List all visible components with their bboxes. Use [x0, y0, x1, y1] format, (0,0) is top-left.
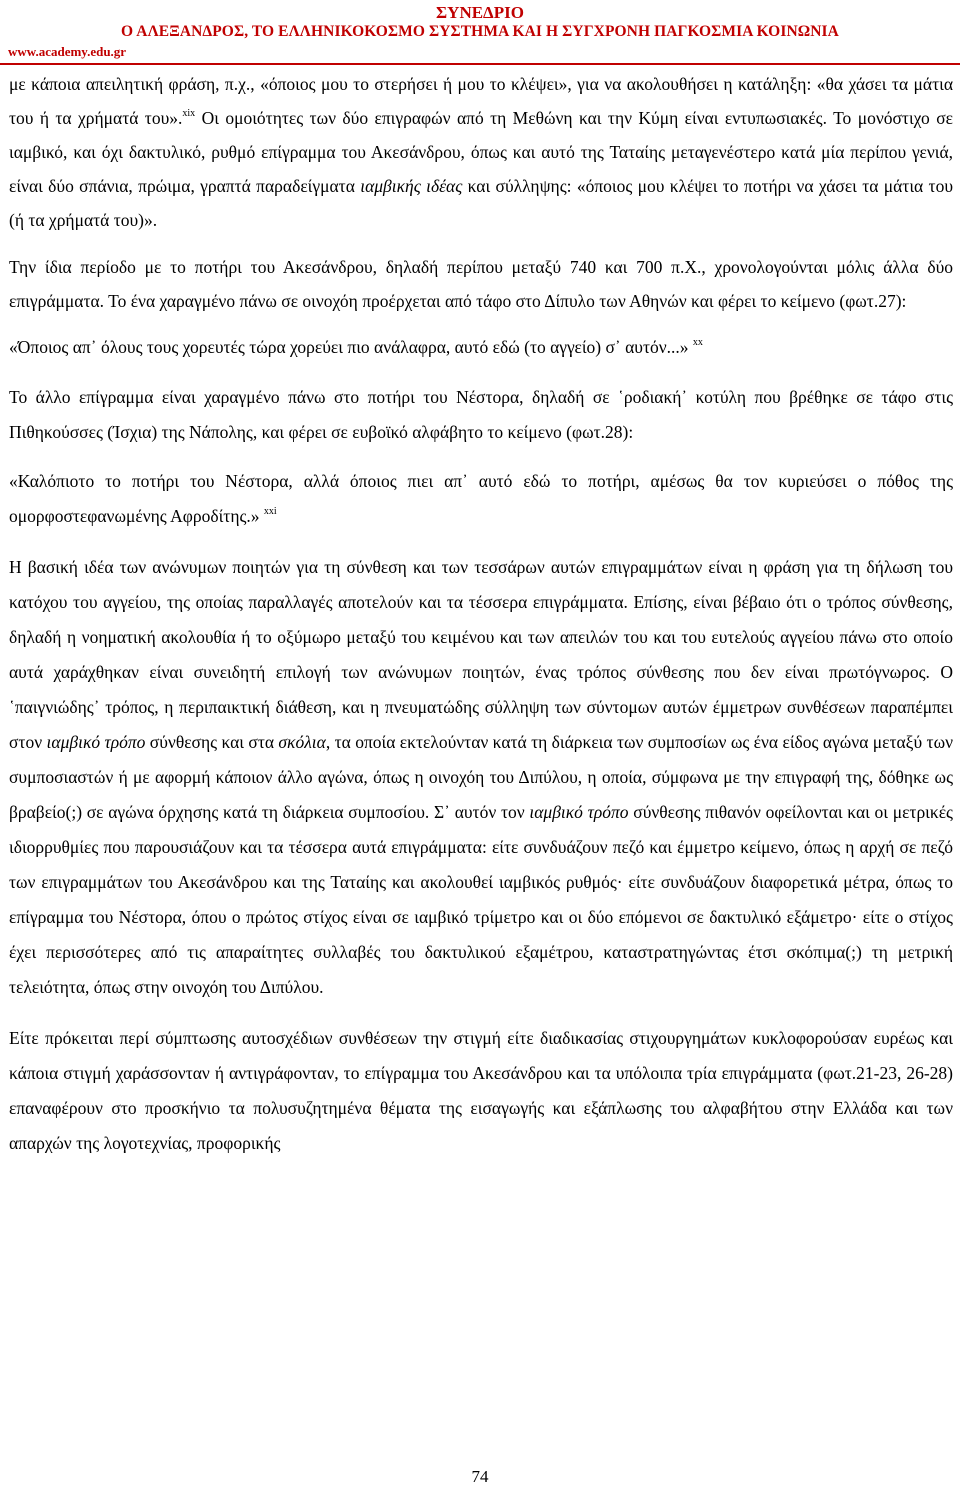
quote-1: «Όποιος απ᾽ όλους τους χορευτές τώρα χορεύει πιο ανάλαφρα, αυτό εδώ (το αγγείο) σ᾽ αυτόν...» $^{xx}$: [9, 337, 703, 357]
endnote-ref[interactable]: xix: [182, 108, 196, 119]
page-header: [0, 0, 960, 64]
emphasis: ιαμβικό τρόπο: [46, 732, 146, 752]
paragraph-2: Την ίδια περίοδο με το ποτήρι του Ακεσάνδρου, δηλαδή περίπου μεταξύ 740 και 700 π.Χ., χρονολογούνται μόλις άλλα δύο επιγράμματα. Το ένα χαραγμένο πάνω σε οινοχόη προέρχεται από τάφο στο Δίπυλο των Αθηνών και φέρει το κείμενο (φωτ.27):: [9, 257, 953, 311]
website-url[interactable]: www.academy.edu.gr: [8, 44, 127, 59]
page-body: [9, 67, 953, 1161]
endnote-ref[interactable]: xx: [692, 337, 703, 348]
emphasis: ιαμβικής ιδέας: [360, 176, 463, 196]
quote-2: «Καλόπιοτο το ποτήρι του Νέστορα, αλλά όποιος πιει απ᾽ αυτό εδώ το ποτήρι, αμέσως θα τον κυριεύσει ο πόθος της ομορφοστεφανωμένης Αφροδίτης.» $^{xxi}$: [9, 471, 953, 526]
paragraph-5: Είτε πρόκειται περί σύμπτωσης αυτοσχέδιων συνθέσεων την στιγμή είτε διαδικασίας στιχουργημάτων κυκλοφορούσαν ευρέως και κάποια στιγμή χαράσσονταν ή αντιγράφονταν, το επίγραμμα του Ακεσάνδρου και τα υπόλοιπα τρία επιγράμματα (φωτ.21-23, 26-28) επαναφέρουν στο προσκήνιο τα πολυσυζητημένα θέματα της εισαγωγής και εξάπλωσης του αλφαβήτου στην Ελλάδα και των απαρχών της λογοτεχνίας, προφορικής: [9, 1028, 953, 1153]
conference-subtitle: Ο ΑΛΕΞΑΝΔΡΟΣ, ΤΟ ΕΛΛΗΝΙΚΟΚΟΣΜΟ ΣΥΣΤΗΜΑ ΚΑΙ Η ΣΥΓΧΡΟΝΗ ΠΑΓΚΟΣΜΙΑ ΚΟΙΝΩΝΙΑ: [121, 23, 839, 40]
header-divider: [0, 63, 960, 65]
paragraph-4: Η βασική ιδέα των ανώνυμων ποιητών για τη σύνθεση και των τεσσάρων αυτών επιγραμμάτων είναι η φράση για τη δήλωση του κατόχου του αγγείου, της οποίας παραλλαγές αποτελούν και τα τέσσερα επιγράμματα. Επίσης, είναι βέβαιο ότι ο τρόπος σύνθεσης, δηλαδή η νοηματική ακολουθία ή το οξύμωρο μεταξύ του κειμένου και των απειλών του και του ευτελούς αγγείου πάνω στο οποίο αυτά χαράχθηκαν είναι συνειδητή επιλογή των ανώνυμων ποιητών, ένας τρόπος σύνθεσης που δεν είναι πρωτόγνωρος. Ο ῾παιγνιώδης᾽ τρόπος, η περιπαικτική διάθεση, και η πνευματώδης σύλληψη των σύντομων αυτών έμμετρων συνθέσεων παραπέμπει στον ιαμβικό τρόπο σύνθεσης και στα σκόλια, τα οποία εκτελούνταν κατά τη διάρκεια των συμποσίων ως ένα είδος αγώνα μεταξύ των συμποσιαστών ή με αφορμή κάποιον άλλο αγώνα, όπως η οινοχόη του Διπύλου, η οποία, σύμφωνα με την επιγραφή της, δόθηκε ως βραβείο(;) σε αγώνα όρχησης κατά τη διάρκεια συμποσίου. Σ᾽ αυτόν τον ιαμβικό τρόπο σύνθεσης πιθανόν οφείλονται και οι μετρικές ιδιορρυθμίες που παρουσιάζουν και τα τέσσερα αυτά επιγράμματα: είτε συνδυάζουν πεζό και έμμετρο κείμενο, όπως η αρχή σε πεζό των επιγραμμάτων του Ακεσάνδρου και της Ταταίης και ακολουθεί ιαμβικός ρυθμός· είτε συνδυάζουν διαφορετικά μέτρα, όπως το επίγραμμα του Νέστορα, όπου ο πρώτος στίχος είναι σε ιαμβικό τρίμετρο και οι δύο επόμενοι σε δακτυλικό εξάμετρο· είτε ο στίχος έχει περισσότερες από τις απαραίτητες συλλαβές του δακτυλικού εξαμέτρου, καταστρατηγώντας έτσι σκόπιμα(;) τη μετρική τελειότητα, όπως στην οινοχόη του Διπύλου.: [9, 557, 953, 997]
paragraph-1: με κάποια απειλητική φράση, π.χ., «όποιος μου το στερήσει ή μου το κλέψει», για να ακολουθήσει η κατάληξη: «θα χάσει τα μάτια του ή τα χρήματά του».$^{xix}$ Οι ομοιότητες των δύο επιγραφών από τη Μεθώνη και την Κύμη είναι εντυπωσιακές. Το μονόστιχο σε ιαμβικό, και όχι δακτυλικό, ρυθμό επίγραμμα του Ακεσάνδρου, όπως και αυτό της Ταταίης μεταγενέστερο κατά μία περίπου γενιά, είναι δύο σπάνια, πρώιμα, γραπτά παραδείγματα ιαμβικής ιδέας και σύλληψης: «όποιος μου κλέψει το ποτήρι να χάσει τα μάτια του (ή τα χρήματά του)».: [9, 74, 953, 230]
paragraph-3: Το άλλο επίγραμμα είναι χαραγμένο πάνω στο ποτήρι του Νέστορα, δηλαδή σε ῾ροδιακή᾽ κοτύλη που βρέθηκε σε τάφο στις Πιθηκούσσες (Ίσχια) της Νάπολης, και φέρει σε ευβοϊκό αλφάβητο το κείμενο (φωτ.28):: [9, 387, 953, 442]
emphasis: ιαμβικό τρόπο: [529, 802, 629, 822]
emphasis: σκόλια: [278, 732, 326, 752]
endnote-ref[interactable]: xxi: [263, 506, 277, 517]
page-number: 74: [471, 1467, 489, 1486]
conference-title: ΣΥΝΕΔΡΙΟ: [436, 3, 524, 22]
